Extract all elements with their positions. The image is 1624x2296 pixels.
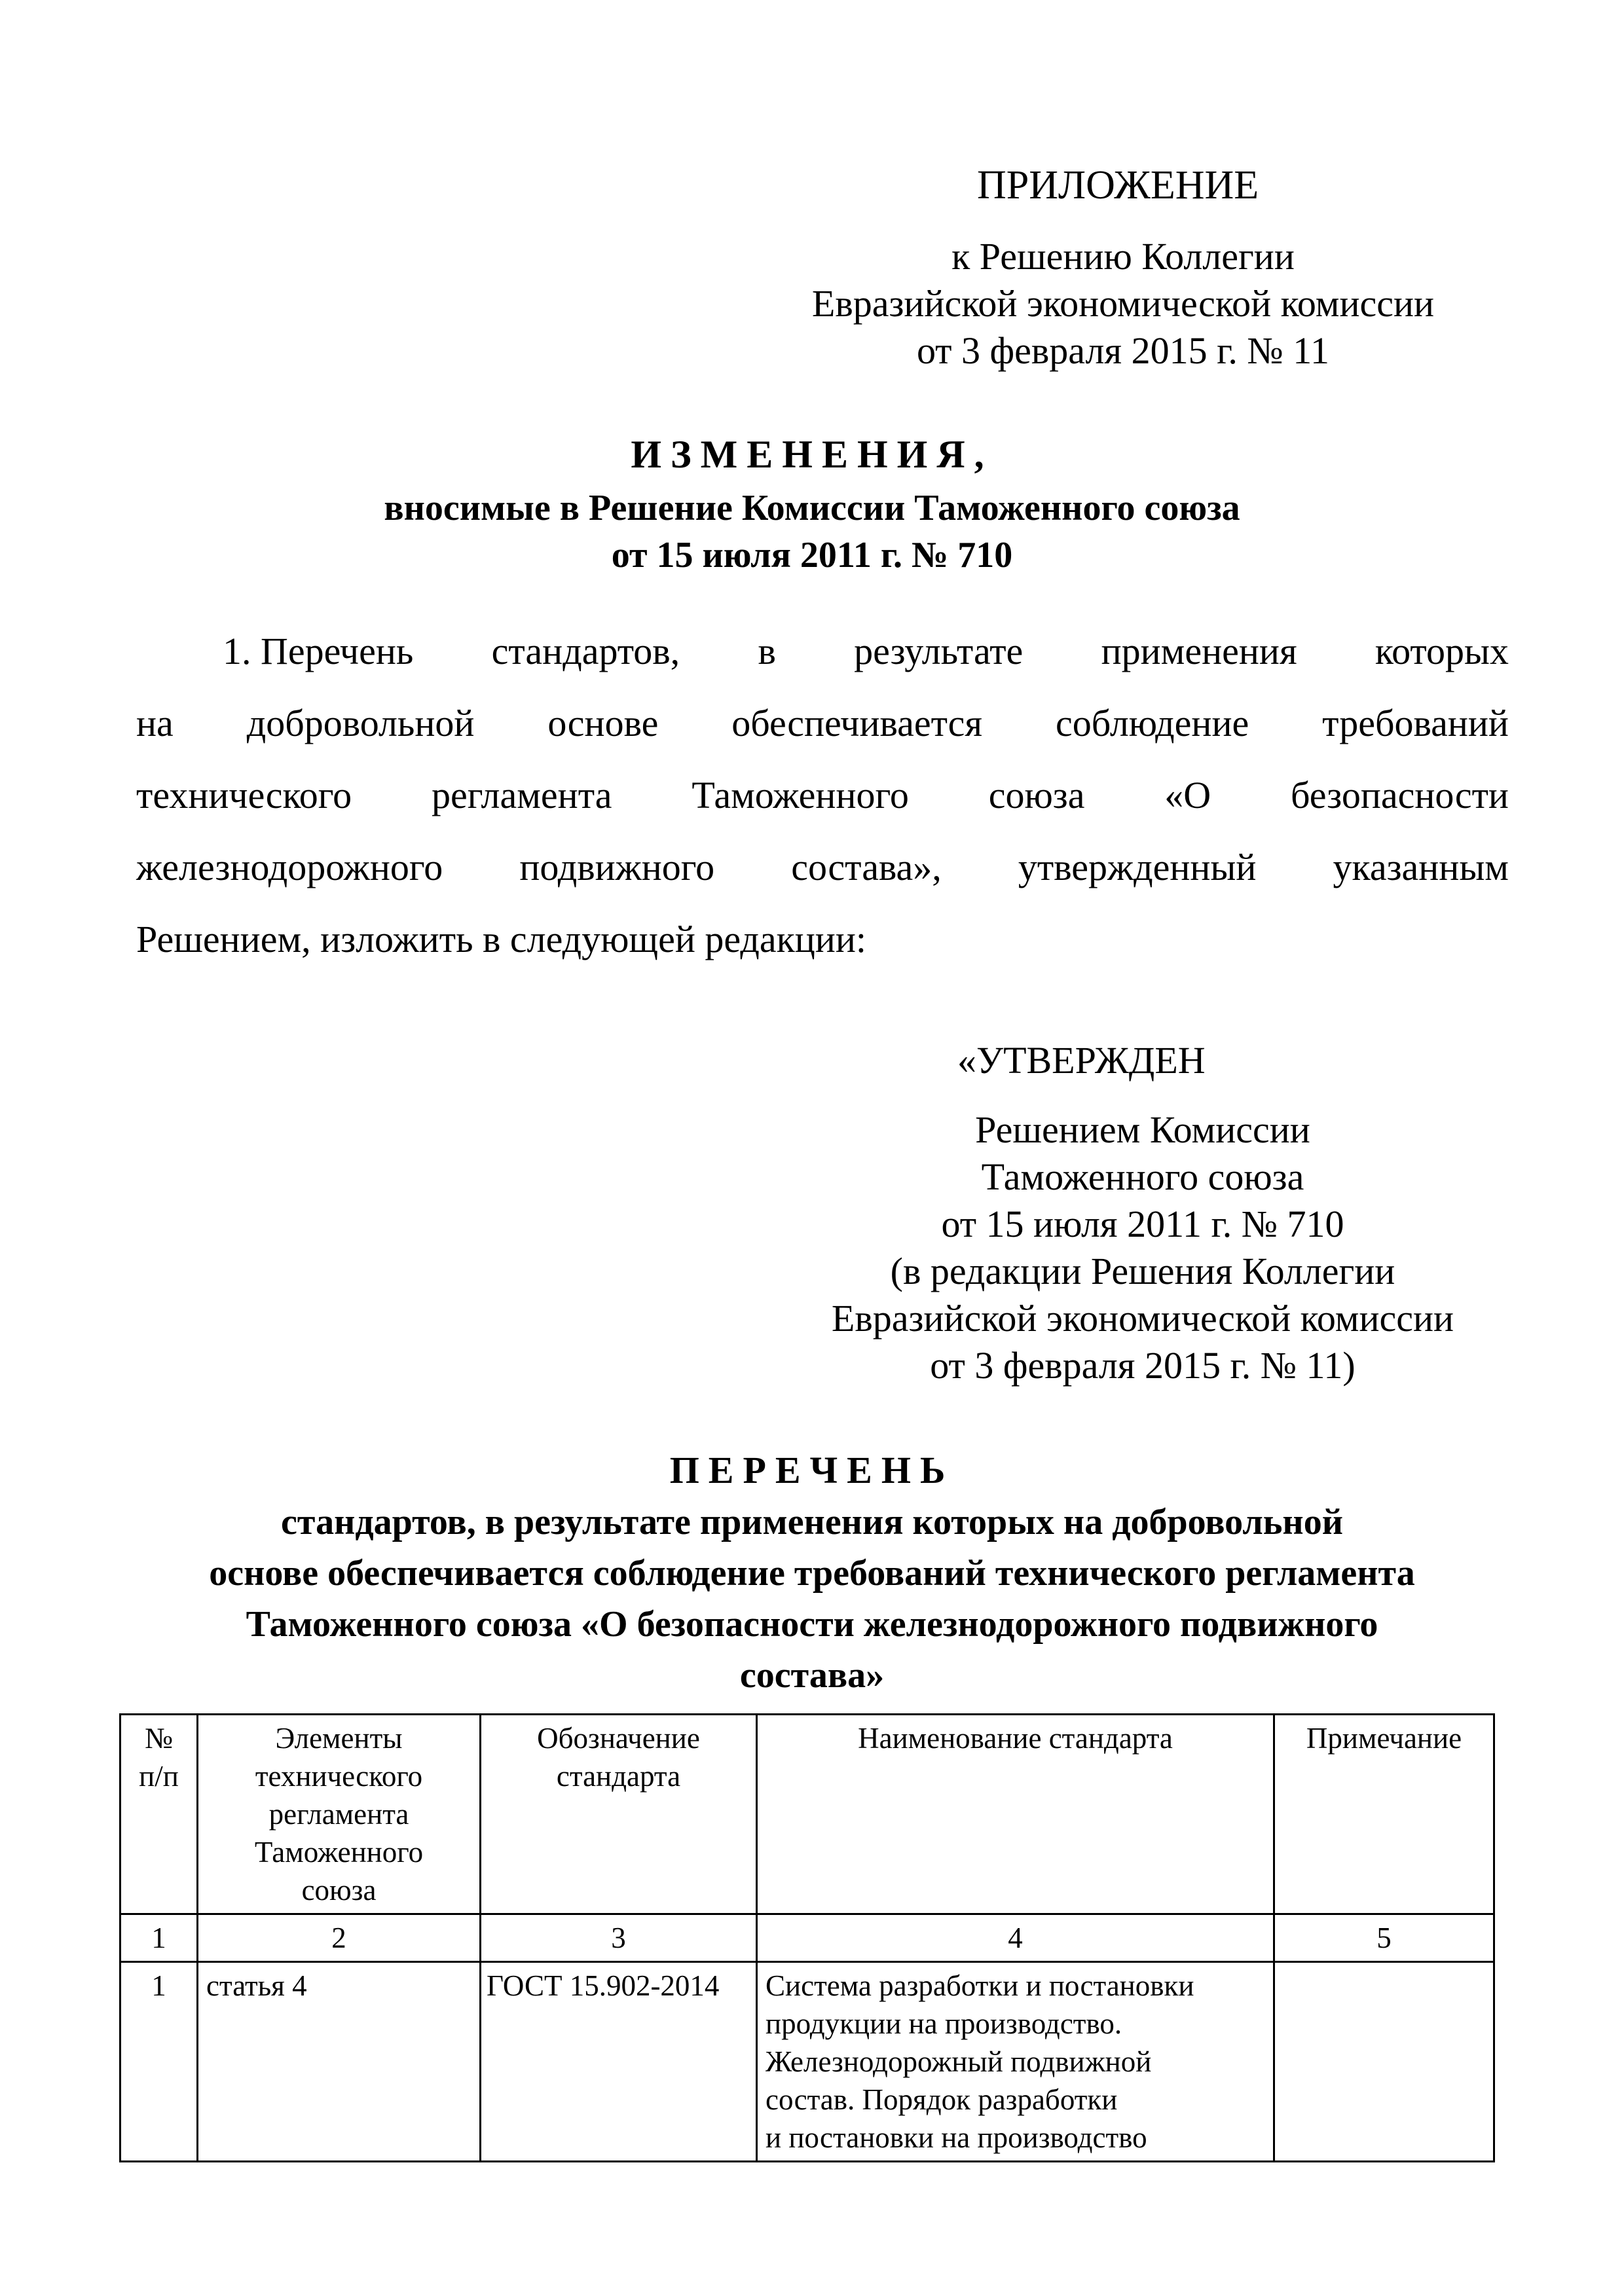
approved-line: Таможенного союза — [981, 1156, 1304, 1198]
approved-line: от 3 февраля 2015 г. № 11) — [930, 1344, 1356, 1387]
row-name-line: продукции на производство. — [766, 2007, 1122, 2040]
header-cell-element — [198, 1715, 481, 1914]
header-cell-note — [1274, 1715, 1494, 1914]
header-text: Таможенного — [254, 1836, 424, 1868]
appendix-line: к Решению Коллегии — [951, 235, 1295, 278]
row-name — [757, 1962, 1274, 2162]
paragraph-word: утвержденный — [1018, 846, 1257, 888]
appendix-line: Евразийской экономической комиссии — [811, 282, 1435, 325]
paragraph-word: железнодорожного — [136, 846, 443, 888]
row-designation: ГОСТ 15.902-2014 — [481, 1962, 757, 2162]
column-number: 2 — [198, 1914, 481, 1962]
appendix-line: от 3 февраля 2015 г. № 11 — [916, 329, 1330, 372]
paragraph-line — [136, 701, 1509, 746]
column-number: 5 — [1274, 1914, 1494, 1962]
paragraph-word: которых — [1375, 630, 1509, 672]
row-name-line: Система разработки и постановки — [766, 1969, 1194, 2002]
paragraph-line — [136, 845, 1509, 890]
appendix-reference — [773, 233, 1473, 374]
paragraph-word: результате — [854, 630, 1024, 672]
paragraph-word: добровольной — [246, 702, 475, 744]
paragraph-word: основе — [547, 702, 659, 744]
header-text: технического — [255, 1760, 423, 1793]
table-row — [120, 1962, 1494, 2162]
paragraph-word: обеспечивается — [731, 702, 983, 744]
paragraph-word: указанным — [1333, 846, 1509, 888]
paragraph-word: на — [136, 702, 174, 744]
row-name-line: и постановки на производство — [766, 2121, 1147, 2154]
header-text: № — [145, 1722, 173, 1755]
header-text: Примечание — [1306, 1722, 1462, 1755]
paragraph-word: соблюдение — [1056, 702, 1249, 744]
column-number: 1 — [120, 1914, 198, 1962]
list-title: ПЕРЕЧЕНЬ — [669, 1449, 955, 1491]
paragraph-word: стандартов, — [491, 630, 680, 672]
row-name-line: состав. Порядок разработки — [766, 2083, 1118, 2116]
paragraph-line — [136, 917, 1509, 962]
paragraph-word: «О — [1164, 774, 1211, 816]
approved-reference — [766, 1106, 1519, 1389]
paragraph-word: 1. Перечень — [223, 630, 414, 672]
header-text: Обозначение — [537, 1722, 700, 1755]
appendix-title: ПРИЛОЖЕНИЕ — [977, 163, 1259, 208]
paragraph-word: союза — [988, 774, 1085, 816]
list-subtitle-line: стандартов, в результате применения которых на добровольной — [281, 1502, 1343, 1542]
list-subtitle-line: Таможенного союза «О безопасности железнодорожного подвижного — [246, 1604, 1378, 1645]
header-text: Элементы — [275, 1722, 403, 1755]
list-subtitle-line: состава» — [739, 1655, 885, 1696]
paragraph-word: состава», — [791, 846, 942, 888]
approved-title: «УТВЕРЖДЕН — [957, 1039, 1206, 1082]
standards-table — [119, 1713, 1495, 2162]
row-element: статья 4 — [198, 1962, 481, 2162]
approved-line: (в редакции Решения Коллегии — [890, 1250, 1395, 1292]
approved-line: Решением Комиссии — [975, 1108, 1310, 1151]
approved-line: Евразийской экономической комиссии — [831, 1297, 1454, 1339]
paragraph-word: Решением, изложить в следующей редакции: — [136, 918, 866, 960]
header-text: союза — [301, 1874, 377, 1906]
paragraph-word: технического — [136, 774, 352, 816]
list-subtitle-line: основе обеспечивается соблюдение требований технического регламента — [209, 1553, 1415, 1594]
paragraph-word: Таможенного — [692, 774, 909, 816]
changes-subtitle-line: вносимые в Решение Комиссии Таможенного союза — [384, 488, 1240, 528]
header-cell-number — [120, 1715, 198, 1914]
changes-subtitle — [0, 484, 1624, 579]
row-name-line: Железнодорожный подвижной — [766, 2045, 1152, 2078]
header-text: п/п — [139, 1760, 179, 1793]
list-subtitle — [0, 1497, 1624, 1701]
paragraph-word: регламента — [431, 774, 612, 816]
paragraph-word: применения — [1101, 630, 1297, 672]
approved-line: от 15 июля 2011 г. № 710 — [941, 1203, 1344, 1245]
header-cell-name — [757, 1715, 1274, 1914]
paragraph-word: в — [758, 630, 776, 672]
paragraph-line — [136, 773, 1509, 818]
header-text: регламента — [268, 1798, 409, 1831]
changes-title: ИЗМЕНЕНИЯ, — [631, 433, 993, 476]
header-text: Наименование стандарта — [858, 1722, 1173, 1755]
column-number-row — [120, 1914, 1494, 1962]
column-number: 4 — [757, 1914, 1274, 1962]
table-header-row — [120, 1715, 1494, 1914]
header-cell-designation — [481, 1715, 757, 1914]
row-note — [1274, 1962, 1494, 2162]
header-text: стандарта — [556, 1760, 681, 1793]
paragraph-word: безопасности — [1291, 774, 1509, 816]
paragraph-line — [223, 629, 1509, 674]
row-number: 1 — [120, 1962, 198, 2162]
paragraph-word: требований — [1322, 702, 1509, 744]
paragraph-word: подвижного — [519, 846, 715, 888]
column-number: 3 — [481, 1914, 757, 1962]
changes-subtitle-line: от 15 июля 2011 г. № 710 — [611, 535, 1013, 575]
